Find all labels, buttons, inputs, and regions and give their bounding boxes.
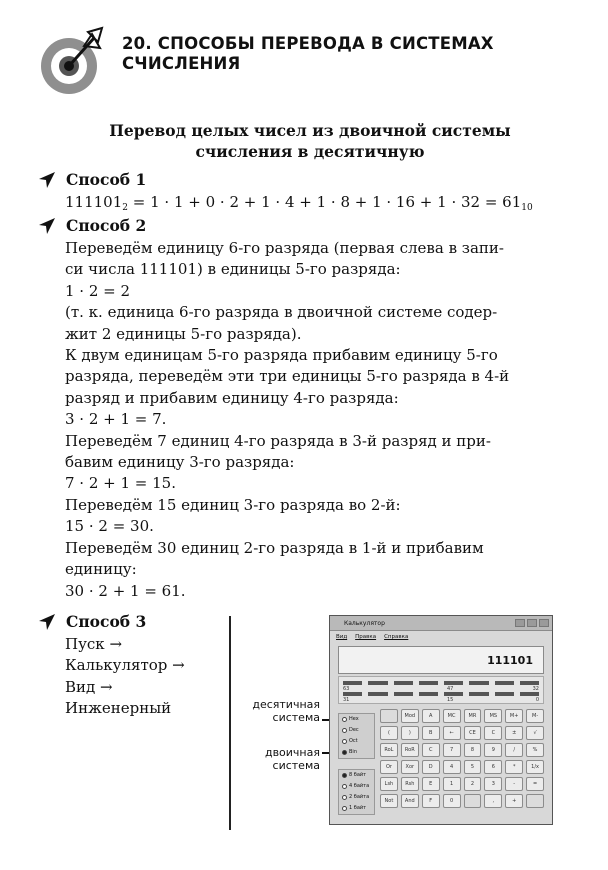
section-title: [60, 120, 560, 162]
text-line: 7 · 2 + 1 = 15.: [65, 474, 176, 493]
bit-display: [338, 676, 544, 704]
calculator-key[interactable]: C: [422, 743, 440, 757]
radio-option[interactable]: [339, 714, 374, 725]
chapter-title-line: СЧИСЛЕНИЯ: [122, 54, 241, 73]
radio-option[interactable]: [339, 781, 374, 792]
divider-line: [229, 616, 231, 830]
minimize-icon[interactable]: [515, 619, 525, 627]
formula-body: = 1 · 1 + 0 · 2 + 1 · 4 + 1 · 8 + 1 · 16 + 1 · 32 = 61: [128, 193, 522, 211]
calculator-key[interactable]: 1/x: [526, 760, 544, 774]
formula-result-base: 10: [521, 203, 533, 213]
calculator-keypad: [380, 709, 544, 818]
calculator-key[interactable]: Mod: [401, 709, 419, 723]
radio-dot-icon: [342, 784, 347, 789]
radio-dot-icon: [342, 773, 347, 778]
calculator-key[interactable]: 5: [464, 760, 482, 774]
radio-label: Oct: [349, 738, 358, 744]
radio-dot-icon: [342, 717, 347, 722]
calculator-title: Калькулятор: [344, 620, 385, 627]
radio-dot-icon: [342, 806, 347, 811]
calculator-menu-item[interactable]: Вид: [336, 634, 348, 640]
method1-heading-text: Способ 1: [66, 170, 147, 189]
radio-dot-icon: [342, 750, 347, 755]
calculator-key[interactable]: /: [505, 743, 523, 757]
calculator-key[interactable]: ←: [443, 726, 461, 740]
calculator-key[interactable]: 9: [484, 743, 502, 757]
calculator-key[interactable]: 7: [443, 743, 461, 757]
text-line: си числа 111101) в единицы 5-го разряда:: [65, 260, 401, 279]
bit-label: 63: [343, 686, 350, 692]
calculator-key[interactable]: √: [526, 726, 544, 740]
formula-number: 111101: [65, 193, 123, 211]
calculator-menu: [330, 631, 552, 643]
calculator-key[interactable]: RoL: [380, 743, 398, 757]
calculator-key[interactable]: 3: [484, 777, 502, 791]
method2-text: [65, 238, 565, 602]
method3-steps: [65, 634, 225, 720]
radio-label: Dec: [349, 727, 359, 733]
text-line: Инженерный: [65, 699, 172, 718]
radix-group: [338, 713, 375, 759]
text-line: 15 · 2 = 30.: [65, 517, 154, 536]
pointer-arrow-icon: [38, 217, 56, 235]
calculator-key[interactable]: Rsh: [401, 777, 419, 791]
calculator-key[interactable]: M+: [505, 709, 523, 723]
calculator-key[interactable]: A: [422, 709, 440, 723]
section-title-line: Перевод целых чисел из двоичной системы: [109, 121, 511, 140]
calculator-key[interactable]: M-: [526, 709, 544, 723]
chapter-title-line: 20. СПОСОБЫ ПЕРЕВОДА В СИСТЕМАХ: [122, 34, 494, 53]
radio-label: 2 байта: [349, 794, 370, 800]
target-arrow-icon: [36, 24, 108, 96]
radio-dot-icon: [342, 739, 347, 744]
bit-label: 31: [343, 697, 350, 703]
calculator-key[interactable]: +: [505, 794, 523, 808]
calculator-key[interactable]: RoR: [401, 743, 419, 757]
calculator-key[interactable]: Lsh: [380, 777, 398, 791]
bit-label: 32: [532, 686, 539, 692]
radio-label: 8 байт: [349, 772, 367, 778]
calculator-titlebar: [330, 616, 552, 631]
callout-binary: [238, 746, 320, 772]
calculator-key[interactable]: *: [505, 760, 523, 774]
text-line: Пуск →: [65, 635, 123, 653]
calculator-key[interactable]: 4: [443, 760, 461, 774]
callout-decimal-line: система: [272, 711, 320, 724]
text-line: (т. к. единица 6-го разряда в двоичной системе содер-: [65, 303, 498, 322]
calculator-key[interactable]: ): [401, 726, 419, 740]
text-line: Переведём единицу 6-го разряда (первая слева в запи-: [65, 239, 504, 257]
calculator-key[interactable]: [464, 794, 482, 808]
calculator-key[interactable]: Not: [380, 794, 398, 808]
calculator-key[interactable]: 0: [443, 794, 461, 808]
close-icon[interactable]: [539, 619, 549, 627]
callout-decimal-line: десятичная: [252, 698, 320, 711]
radio-label: Hex: [349, 716, 359, 722]
callout-decimal: [238, 698, 320, 724]
calculator-key[interactable]: [380, 709, 398, 723]
calculator-key[interactable]: 6: [484, 760, 502, 774]
radio-option[interactable]: [339, 736, 374, 747]
maximize-icon[interactable]: [527, 619, 537, 627]
text-line: разряда, переведём эти три единицы 5-го разряда в 4-й: [65, 367, 510, 386]
section-title-line: счисления в десятичную: [195, 142, 425, 161]
chapter-title: [122, 34, 562, 74]
formula-base: 2: [122, 203, 128, 213]
calculator-key[interactable]: B: [422, 726, 440, 740]
text-line: 1 · 2 = 2: [65, 281, 131, 300]
radio-label: Bin: [349, 749, 357, 755]
text-line: 3 · 2 + 1 = 7.: [65, 410, 167, 429]
method3-heading-text: Способ 3: [66, 612, 147, 631]
text-line: Вид →: [65, 677, 113, 696]
method1-heading: [38, 170, 146, 189]
radio-option[interactable]: [339, 792, 374, 803]
text-line: бавим единицу 3-го разряда:: [65, 453, 295, 472]
text-line: 30 · 2 + 1 = 61.: [65, 581, 186, 600]
calculator-key[interactable]: (: [380, 726, 398, 740]
calculator-display: 111101: [338, 646, 544, 674]
calculator-key[interactable]: -: [505, 777, 523, 791]
calculator-key[interactable]: MC: [443, 709, 461, 723]
radio-option[interactable]: [339, 803, 374, 814]
calculator-key[interactable]: E: [422, 777, 440, 791]
calculator-key[interactable]: MS: [484, 709, 502, 723]
method2-heading-text: Способ 2: [66, 216, 147, 235]
calculator-key[interactable]: 2: [464, 777, 482, 791]
calculator-key[interactable]: Xor: [401, 760, 419, 774]
text-line: Калькулятор →: [65, 656, 185, 675]
radio-option[interactable]: [339, 770, 374, 781]
text-line: Переведём 15 единиц 3-го разряда во 2-й:: [65, 495, 401, 514]
calculator-key[interactable]: =: [526, 777, 544, 791]
bit-label: 15: [447, 697, 454, 703]
calculator-key[interactable]: 8: [464, 743, 482, 757]
callout-binary-line: двоичная: [264, 746, 320, 759]
text-line: единицу:: [65, 560, 137, 579]
bit-label: 0: [535, 697, 539, 703]
pointer-arrow-icon: [38, 613, 56, 631]
calculator-menu-item[interactable]: Справка: [384, 634, 409, 640]
calculator-menu-item[interactable]: Правка: [355, 634, 377, 640]
radio-option[interactable]: [339, 725, 374, 736]
radio-label: 4 байта: [349, 783, 370, 789]
radio-label: 1 байт: [349, 805, 367, 811]
calculator-key[interactable]: 1: [443, 777, 461, 791]
text-line: разряд и прибавим единицу 4-го разряда:: [65, 388, 399, 407]
radio-dot-icon: [342, 795, 347, 800]
calculator-key[interactable]: F: [422, 794, 440, 808]
radio-dot-icon: [342, 728, 347, 733]
calculator-key[interactable]: %: [526, 743, 544, 757]
calculator-key[interactable]: ±: [505, 726, 523, 740]
word-size-group: [338, 769, 375, 815]
pointer-arrow-icon: [38, 171, 56, 189]
calculator-key[interactable]: D: [422, 760, 440, 774]
method3-heading: [38, 612, 146, 631]
radio-option[interactable]: [339, 747, 374, 758]
text-line: Переведём 7 единиц 4-го разряда в 3-й разряд и при-: [65, 431, 491, 450]
method2-heading: [38, 216, 146, 235]
calculator-key[interactable]: And: [401, 794, 419, 808]
text-line: жит 2 единицы 5-го разряда).: [65, 324, 302, 343]
callout-binary-line: система: [272, 759, 320, 772]
calculator-key[interactable]: ,: [484, 794, 502, 808]
bit-label: 47: [447, 686, 454, 692]
calculator-key[interactable]: [526, 794, 544, 808]
calculator-key[interactable]: C: [484, 726, 502, 740]
calculator-key[interactable]: CE: [464, 726, 482, 740]
text-line: К двум единицам 5-го разряда прибавим единицу 5-го: [65, 346, 498, 365]
text-line: Переведём 30 единиц 2-го разряда в 1-й и прибавим: [65, 538, 484, 557]
calculator-window: [329, 615, 553, 825]
calculator-key[interactable]: MR: [464, 709, 482, 723]
calculator-key[interactable]: Or: [380, 760, 398, 774]
